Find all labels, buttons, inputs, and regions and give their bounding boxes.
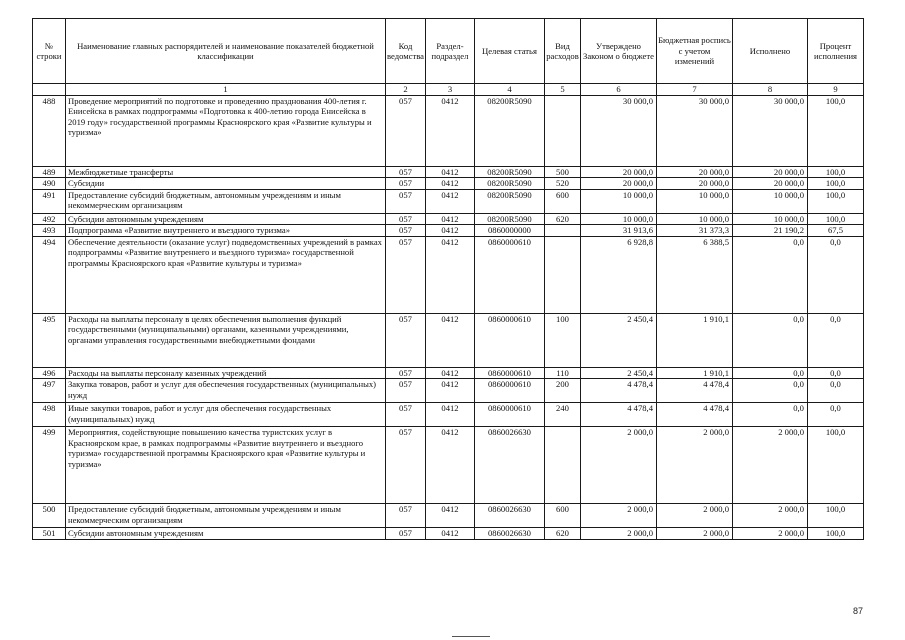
col-number: 3 [425,84,474,96]
cell-executed: 0,0 [732,236,807,313]
cell-approved: 30 000,0 [580,96,656,167]
cell-num: 498 [33,403,66,427]
cell-name: Иные закупки товаров, работ и услуг для обеспечения государственных (муниципальных) нужд [66,403,386,427]
cell-budget: 6 388,5 [656,236,732,313]
col-number: 7 [656,84,732,96]
cell-exptype: 620 [544,213,580,224]
cell-budget: 2 000,0 [656,504,732,528]
cell-budget: 31 373,3 [656,225,732,236]
cell-num: 491 [33,189,66,213]
cell-target: 0860000610 [474,367,544,378]
cell-section: 0412 [425,403,474,427]
cell-exptype: 600 [544,189,580,213]
cell-exptype: 600 [544,504,580,528]
cell-budget: 30 000,0 [656,96,732,167]
cell-target: 08200R5090 [474,96,544,167]
cell-name: Расходы на выплаты персоналу казенных учреждений [66,367,386,378]
cell-section: 0412 [425,504,474,528]
col-number: 5 [544,84,580,96]
table-row [33,236,864,313]
cell-percent: 67,5 [807,225,863,236]
cell-section: 0412 [425,189,474,213]
cell-exptype [544,225,580,236]
col-number: 8 [732,84,807,96]
cell-exptype: 500 [544,167,580,178]
cell-executed: 21 190,2 [732,225,807,236]
cell-percent: 100,0 [807,213,863,224]
cell-exptype: 620 [544,528,580,539]
table-row [33,178,864,189]
cell-executed: 2 000,0 [732,504,807,528]
cell-name: Подпрограмма «Развитие внутреннего и въездного туризма» [66,225,386,236]
cell-num: 489 [33,167,66,178]
cell-name: Мероприятия, содействующие повышению качества туристских услуг в Красноярском крае, в рамках подпрограммы «Развитие внутреннего и въездного туризма» государственной программы Красноярского края «Развитие культуры и туризма» [66,427,386,504]
cell-dept: 057 [386,96,426,167]
cell-budget: 20 000,0 [656,167,732,178]
cell-budget: 1 910,1 [656,367,732,378]
header-num: № строки [33,19,66,84]
header-name: Наименование главных распорядителей и наименование показателей бюджетной классификации [66,19,386,84]
cell-approved: 2 450,4 [580,367,656,378]
table-row [33,167,864,178]
table-row [33,528,864,539]
cell-num: 490 [33,178,66,189]
cell-executed: 2 000,0 [732,427,807,504]
header-executed: Исполнено [732,19,807,84]
cell-name: Проведение мероприятий по подготовке и проведению празднования 400-летия г. Енисейска в рамках подпрограммы «Подготовка к 400-летию города Енисейска в 2019 году» государственной программы Красноярского края «Развитие культуры и туризма» [66,96,386,167]
cell-approved: 31 913,6 [580,225,656,236]
table-body [33,96,864,540]
cell-percent: 100,0 [807,96,863,167]
cell-name: Закупка товаров, работ и услуг для обеспечения государственных (муниципальных) нужд [66,379,386,403]
cell-target: 0860000000 [474,225,544,236]
cell-approved: 4 478,4 [580,403,656,427]
cell-exptype [544,427,580,504]
cell-target: 0860026630 [474,504,544,528]
cell-executed: 10 000,0 [732,189,807,213]
cell-dept: 057 [386,367,426,378]
cell-exptype: 100 [544,313,580,367]
cell-executed: 30 000,0 [732,96,807,167]
cell-dept: 057 [386,236,426,313]
cell-name: Межбюджетные трансферты [66,167,386,178]
footer-rule [452,636,490,637]
cell-target: 08200R5090 [474,167,544,178]
cell-dept: 057 [386,403,426,427]
header-exptype: Вид расходов [544,19,580,84]
cell-dept: 057 [386,167,426,178]
cell-target: 08200R5090 [474,213,544,224]
table-row [33,225,864,236]
col-number: 4 [474,84,544,96]
cell-target: 0860000610 [474,313,544,367]
cell-dept: 057 [386,313,426,367]
cell-target: 08200R5090 [474,189,544,213]
cell-section: 0412 [425,313,474,367]
cell-num: 496 [33,367,66,378]
budget-table [32,18,864,540]
cell-num: 500 [33,504,66,528]
cell-budget: 10 000,0 [656,189,732,213]
cell-approved: 2 000,0 [580,504,656,528]
cell-approved: 4 478,4 [580,379,656,403]
cell-dept: 057 [386,213,426,224]
cell-dept: 057 [386,504,426,528]
cell-executed: 0,0 [732,379,807,403]
cell-dept: 057 [386,189,426,213]
cell-section: 0412 [425,167,474,178]
cell-target: 0860000610 [474,403,544,427]
cell-target: 0860026630 [474,528,544,539]
header-row [33,19,864,84]
col-number: 6 [580,84,656,96]
header-dept: Код ведомства [386,19,426,84]
cell-dept: 057 [386,379,426,403]
table-row [33,367,864,378]
cell-num: 499 [33,427,66,504]
table-row [33,379,864,403]
cell-num: 488 [33,96,66,167]
cell-approved: 10 000,0 [580,189,656,213]
cell-executed: 0,0 [732,313,807,367]
cell-percent: 0,0 [807,403,863,427]
cell-num: 495 [33,313,66,367]
cell-budget: 2 000,0 [656,427,732,504]
cell-section: 0412 [425,528,474,539]
cell-budget: 4 478,4 [656,379,732,403]
cell-section: 0412 [425,427,474,504]
cell-executed: 20 000,0 [732,178,807,189]
cell-num: 494 [33,236,66,313]
cell-exptype [544,96,580,167]
cell-percent: 100,0 [807,427,863,504]
table-row [33,504,864,528]
col-number: 1 [66,84,386,96]
cell-executed: 20 000,0 [732,167,807,178]
cell-executed: 0,0 [732,403,807,427]
cell-approved: 10 000,0 [580,213,656,224]
cell-executed: 10 000,0 [732,213,807,224]
cell-target: 0860026630 [474,427,544,504]
cell-num: 497 [33,379,66,403]
cell-percent: 100,0 [807,504,863,528]
cell-num: 493 [33,225,66,236]
cell-exptype: 110 [544,367,580,378]
cell-section: 0412 [425,367,474,378]
cell-percent: 100,0 [807,178,863,189]
cell-section: 0412 [425,178,474,189]
cell-target: 0860000610 [474,236,544,313]
cell-name: Субсидии [66,178,386,189]
cell-approved: 20 000,0 [580,178,656,189]
col-number: 9 [807,84,863,96]
cell-name: Предоставление субсидий бюджетным, автономным учреждениям и иным некоммерческим организациям [66,504,386,528]
cell-target: 08200R5090 [474,178,544,189]
cell-executed: 2 000,0 [732,528,807,539]
cell-approved: 20 000,0 [580,167,656,178]
header-budget: Бюджетная роспись с учетом изменений [656,19,732,84]
cell-percent: 100,0 [807,528,863,539]
cell-budget: 4 478,4 [656,403,732,427]
cell-executed: 0,0 [732,367,807,378]
cell-dept: 057 [386,528,426,539]
cell-approved: 6 928,8 [580,236,656,313]
cell-exptype: 240 [544,403,580,427]
header-approved: Утверждено Законом о бюджете [580,19,656,84]
cell-budget: 20 000,0 [656,178,732,189]
cell-budget: 2 000,0 [656,528,732,539]
cell-dept: 057 [386,427,426,504]
cell-approved: 2 450,4 [580,313,656,367]
table-row [33,403,864,427]
cell-exptype: 520 [544,178,580,189]
cell-percent: 100,0 [807,167,863,178]
col-number: 2 [386,84,426,96]
table-row [33,213,864,224]
cell-name: Субсидии автономным учреждениям [66,528,386,539]
cell-num: 492 [33,213,66,224]
cell-name: Предоставление субсидий бюджетным, автономным учреждениям и иным некоммерческим организациям [66,189,386,213]
cell-section: 0412 [425,213,474,224]
cell-approved: 2 000,0 [580,528,656,539]
cell-section: 0412 [425,379,474,403]
cell-section: 0412 [425,96,474,167]
col-number [33,84,66,96]
cell-section: 0412 [425,236,474,313]
page-number: 87 [852,606,863,616]
header-section: Раздел-подраздел [425,19,474,84]
header-target: Целевая статья [474,19,544,84]
cell-exptype: 200 [544,379,580,403]
cell-dept: 057 [386,178,426,189]
cell-section: 0412 [425,225,474,236]
header-percent: Процент исполнения [807,19,863,84]
cell-percent: 0,0 [807,313,863,367]
cell-name: Субсидии автономным учреждениям [66,213,386,224]
cell-percent: 0,0 [807,236,863,313]
cell-approved: 2 000,0 [580,427,656,504]
table-row [33,96,864,167]
cell-percent: 0,0 [807,367,863,378]
table-row [33,427,864,504]
cell-budget: 10 000,0 [656,213,732,224]
cell-target: 0860000610 [474,379,544,403]
cell-percent: 0,0 [807,379,863,403]
cell-name: Обеспечение деятельности (оказание услуг) подведомственных учреждений в рамках подпрограммы «Развитие внутреннего и въездного туризма» государственной программы Красноярского края «Развитие культуры и туризма» [66,236,386,313]
cell-name: Расходы на выплаты персоналу в целях обеспечения выполнения функций государственными (муниципальными) органами, казенными учреждениями, органами управления государственными внебюджетными фондами [66,313,386,367]
cell-dept: 057 [386,225,426,236]
cell-percent: 100,0 [807,189,863,213]
table-row [33,313,864,367]
cell-exptype [544,236,580,313]
cell-budget: 1 910,1 [656,313,732,367]
cell-num: 501 [33,528,66,539]
table-row [33,189,864,213]
column-number-row [33,84,864,96]
